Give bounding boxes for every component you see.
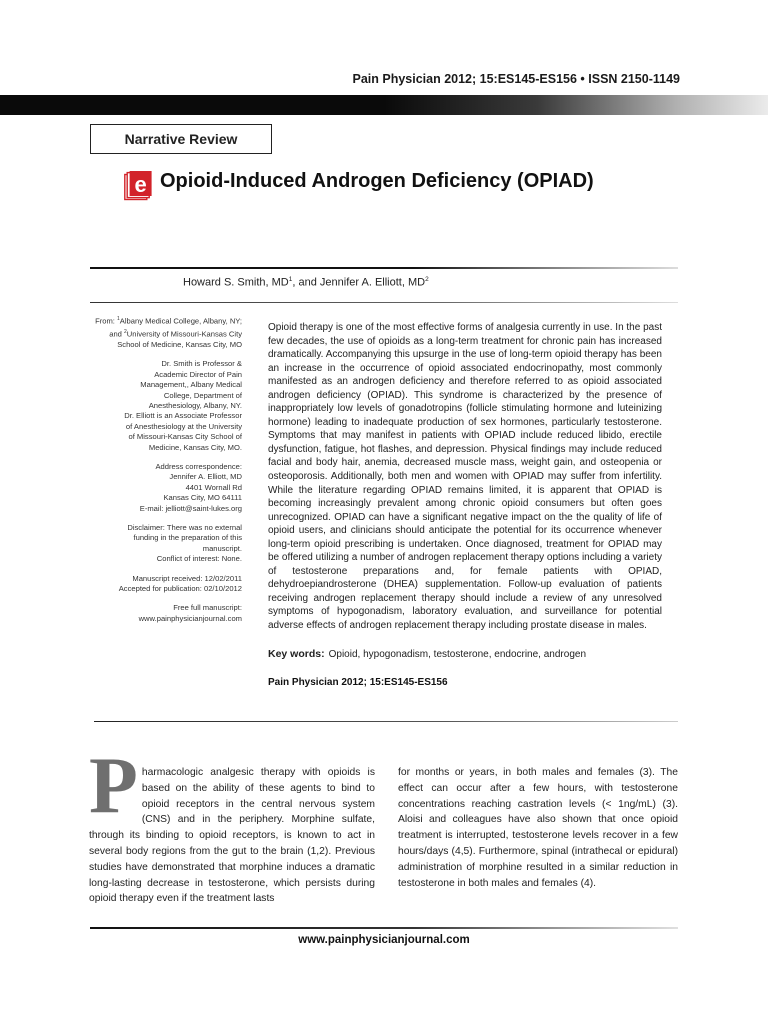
- body-text-left: harmacologic analgesic therapy with opioids is based on the ability of these agents to bind to opioid receptors in the central nervous system (CNS) and in the periphery. Morphine sulfate, through its binding to opioid receptors, is known to act in several body regions from the gut to the brain (1,2). Previous studies have demonstrated that morphine induces a dramatic long-lasting decrease in testosterone, which persists during opioid therapy even if the treatment lasts: [89, 767, 375, 905]
- affiliations: [90, 314, 242, 350]
- affiliation-marker: 2: [425, 276, 429, 283]
- affiliation-prefix: From:: [95, 316, 118, 326]
- manuscript-dates: Manuscript received: 12/02/2011 Accepted for publication: 02/10/2012: [118, 573, 242, 593]
- footer-divider: [90, 927, 678, 929]
- e-publication-icon: [124, 171, 154, 201]
- free-manuscript-link[interactable]: Free full manuscript: www.painphysicianjournal.com: [138, 603, 242, 623]
- svg-text:e: e: [134, 172, 147, 197]
- section-label: Narrative Review: [90, 124, 272, 154]
- title-divider: [90, 267, 678, 269]
- affiliation-marker: 1: [117, 316, 120, 322]
- author-divider: [90, 302, 678, 303]
- keywords-text: Opioid, hypogonadism, testosterone, endocrine, androgen: [328, 649, 587, 660]
- body-column-left: [89, 742, 375, 907]
- author-line: [183, 276, 429, 289]
- correspondence-address: Address correspondence: Jennifer A. Elliott, MD 4401 Wornall Rd Kansas City, MO 64111 E-mail: jelliott@saint-lukes.org: [139, 461, 242, 513]
- journal-citation-header: Pain Physician 2012; 15:ES145-ES156 • ISSN 2150-1149: [352, 72, 680, 86]
- author-name: Jennifer A. Elliott, MD: [319, 276, 426, 289]
- article-info-sidebar: [90, 314, 242, 633]
- body-divider: [94, 721, 678, 722]
- abstract: Opioid therapy is one of the most effective forms of analgesia currently in use. In the past few decades, the use of opioids as a long-term treatment for chronic pain has increased dramatically. Accompanying this upsurge in the use of long-term opioid therapy has been an increase in the occurrence of opioid associated endocrinopathy, most commonly manifested as an androgen deficiency and therefore referred to as opioid associated androgen deficiency (OPIAD). This syndrome is characterized by the presence of inappropriately low levels of gonadotropins (follicle stimulating hormone and luteinizing hormone) leading to inadequate production of sex hormones, particularly testosterone. Symptoms that may manifest in patients with OPIAD include reduced libido, erectile dysfunction, fatigue, hot flashes, and depression. Physical findings may include reduced facial and body hair, anemia, decreased muscle mass, weight gain, and osteopenia or osteoporosis. Additionally, both men and women with OPIAD may suffer from infertility. While the literature regarding OPIAD remains limited, it is apparent that OPIAD is becoming increasingly prevalent among chronic opioid consumers but often goes unrecognized. OPIAD can have a significant negative impact on the the quality of life of opioid users, and clinicians should anticipate the potential for its occurrence whenever long-term opioid prescribing is undertaken. Once diagnosed, treatment for OPIAD may be offered utilizing a number of androgen replacement therapy options including a variety of testosterone preparations and, for female patients with OPIAD, dehydroepiandrosterone (DHEA) supplementation. Follow-up evaluation of patients receiving androgen replacement therapy should include a review of any unresolved symptoms of hypogonadism, laboratory evaluation, and surveillance for potential adverse effects of androgen replacement therapy including prostate disease in males.: [268, 322, 662, 632]
- article-citation: Pain Physician 2012; 15:ES145-ES156: [268, 677, 448, 688]
- affiliation-text: University of Missouri-Kansas City School of Medicine, Kansas City, MO: [117, 329, 242, 349]
- keywords: [268, 648, 586, 660]
- keywords-label: Key words:: [268, 648, 325, 660]
- affiliation-marker: 1: [288, 276, 293, 283]
- disclaimer: Disclaimer: There was no external funding in the preparation of this manuscript. Conflict of interest: None.: [127, 522, 242, 564]
- affiliation-text: Albany Medical College, Albany, NY; and: [109, 316, 242, 339]
- body-column-right: for months or years, in both males and females (3). The effect can occur after a few hours, with testosterone concentrations reaching castration levels (< 1ng/mL) (3). Aloisi and colleagues have also shown that once opioid treatment is interrupted, testosterone levels recover in a few hours/days (4,5). Furthermore, spinal (intrathecal or epidural) administration of morphine resulted in a similar reduction in testosterone in both males and females (4).: [398, 767, 678, 889]
- author-bios: Dr. Smith is Professor & Academic Director of Pain Management,, Albany Medical College, Department of Anesthesiology, Albany, NY. Dr. Elliott is an Associate Professor of Anesthesiology at the University of Missouri-Kansas City School of Medicine, Kansas City, MO.: [124, 359, 242, 452]
- article-title: Opioid-Induced Androgen Deficiency (OPIAD): [160, 170, 594, 192]
- author-separator: , and: [292, 276, 320, 289]
- footer-url-link[interactable]: www.painphysicianjournal.com: [298, 934, 470, 946]
- affiliation-marker: 2: [124, 328, 127, 335]
- drop-cap: P: [89, 742, 138, 830]
- author-name: Howard S. Smith, MD: [183, 276, 289, 289]
- header-band: [0, 95, 768, 115]
